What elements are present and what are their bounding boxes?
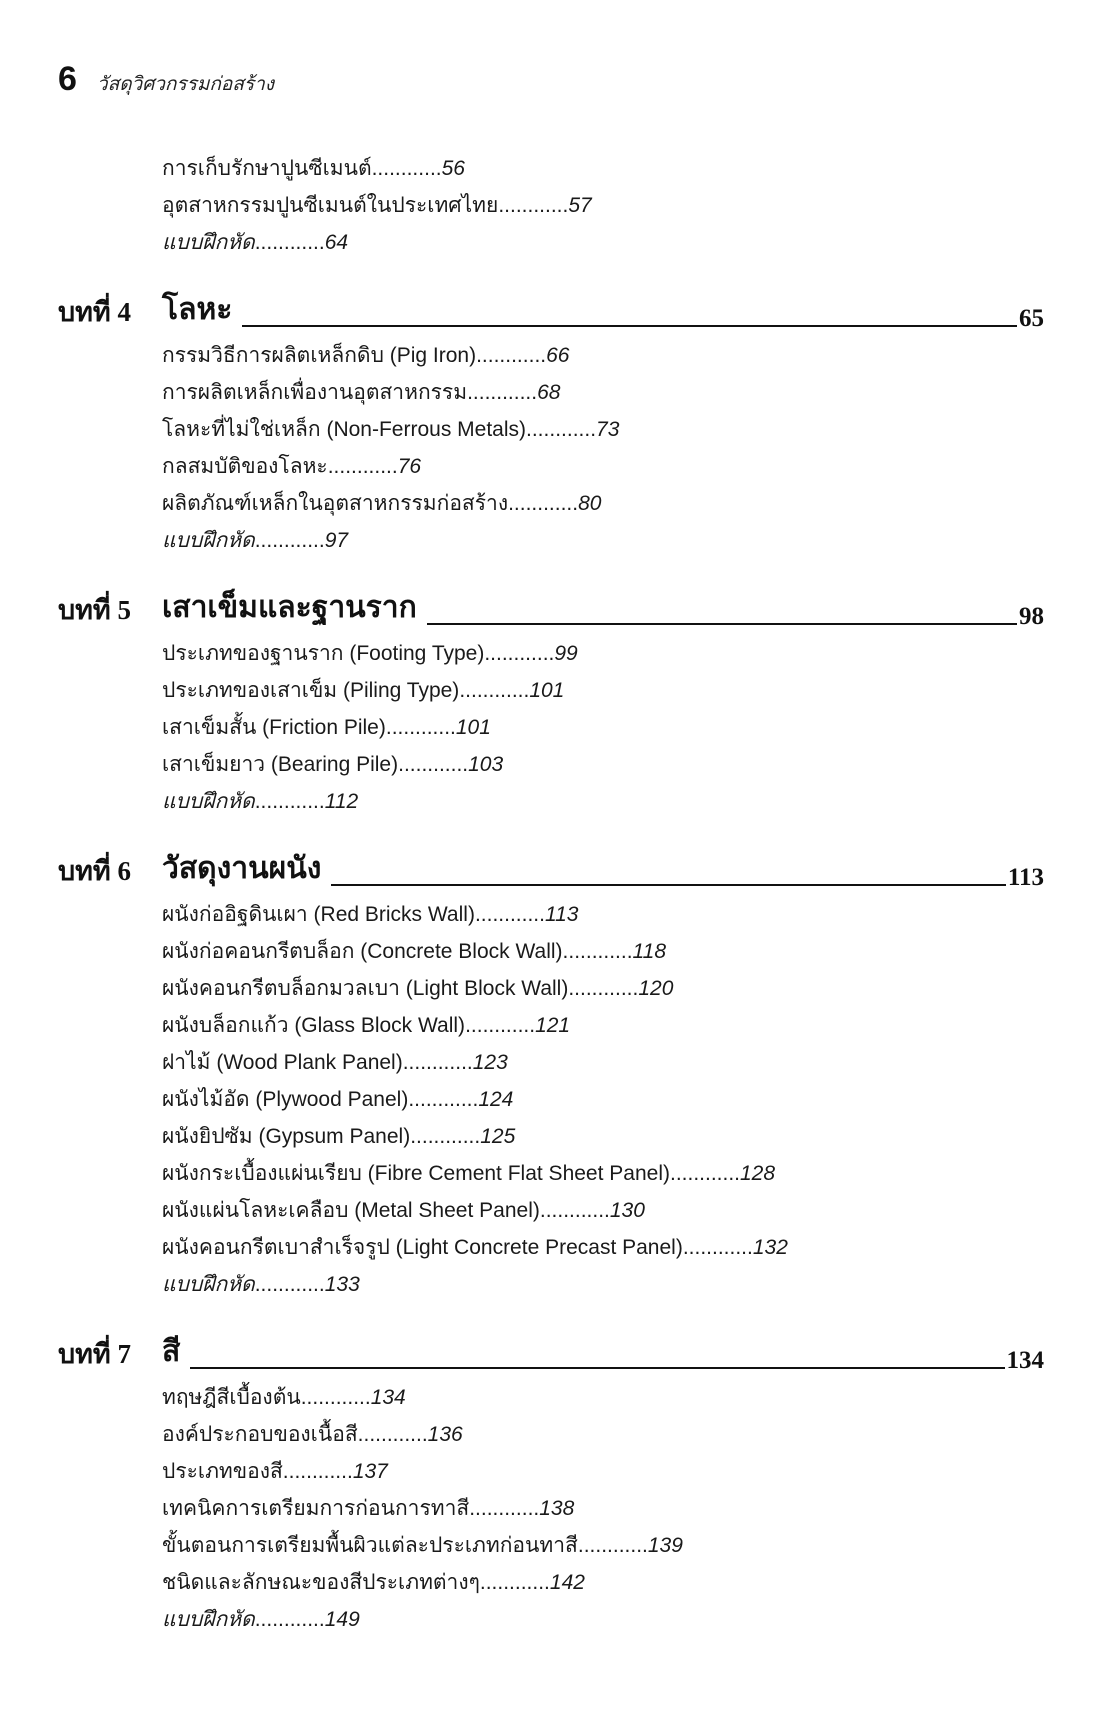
entry-page-number: 149 — [324, 1608, 360, 1631]
toc-entry — [162, 150, 1044, 187]
toc-entry — [162, 635, 1044, 672]
chapter-heading — [58, 587, 1044, 631]
dot-leader: ............ — [300, 1386, 371, 1409]
toc-entry — [162, 746, 1044, 783]
entry-page-number: 137 — [352, 1460, 388, 1483]
entry-page-number: 56 — [441, 157, 465, 180]
chapter-heading — [58, 1331, 1044, 1375]
dot-leader: ............ — [682, 1236, 753, 1259]
chapter-page-number: 113 — [1007, 864, 1044, 891]
entry-page-number: 128 — [740, 1162, 776, 1185]
toc-entry — [162, 448, 1044, 485]
page-number: 6 — [58, 60, 77, 98]
entry-page-number: 97 — [324, 529, 349, 552]
entry-page-number: 124 — [478, 1088, 514, 1111]
toc-entry — [162, 1118, 1044, 1155]
entry-page-number: 101 — [455, 716, 491, 739]
chapter-number: บทที่ 5 — [58, 595, 131, 625]
toc-entry — [162, 896, 1044, 933]
entry-title: เทคนิคการเตรียมการก่อนการทาสี — [162, 1497, 470, 1520]
entry-page-number: 123 — [472, 1051, 508, 1074]
dot-leader: ............ — [474, 903, 545, 926]
toc-entry — [162, 709, 1044, 746]
entry-page-number: 121 — [535, 1014, 571, 1037]
entry-page-number: 125 — [480, 1125, 516, 1148]
toc-entry — [162, 1379, 1044, 1416]
entry-page-number: 103 — [468, 753, 504, 776]
page-header — [58, 60, 274, 99]
entry-page-number: 132 — [752, 1236, 788, 1259]
dot-leader: ............ — [484, 642, 555, 665]
dot-leader: ............ — [371, 157, 442, 180]
entry-title: ฝาไม้ (Wood Plank Panel) — [162, 1051, 403, 1074]
toc-entry — [162, 485, 1044, 522]
dot-leader: ............ — [476, 344, 547, 367]
entry-title: ประเภทของเสาเข็ม (Piling Type) — [162, 679, 460, 702]
entry-title: ผนังแผ่นโลหะเคลือบ (Metal Sheet Panel) — [162, 1199, 540, 1222]
dot-leader: ............ — [465, 1014, 536, 1037]
dot-leader: ............ — [577, 1534, 648, 1557]
entry-page-number: 118 — [632, 940, 667, 963]
chapter-rule — [242, 324, 1017, 327]
entry-title: ขั้นตอนการเตรียมพื้นผิวแต่ละประเภทก่อนทาสี — [162, 1534, 578, 1557]
entry-title: โลหะที่ไม่ใช่เหล็ก (Non-Ferrous Metals) — [162, 418, 527, 441]
toc-entry — [162, 970, 1044, 1007]
entry-title: แบบฝึกหัด — [162, 529, 255, 552]
entry-page-number: 76 — [397, 455, 422, 478]
dot-leader: ............ — [402, 1051, 473, 1074]
entry-page-number: 138 — [539, 1497, 575, 1520]
dot-leader: ............ — [254, 1608, 325, 1631]
table-of-contents — [58, 150, 1044, 1638]
dot-leader: ............ — [254, 231, 325, 254]
toc-entry — [162, 374, 1044, 411]
toc-entry — [162, 1007, 1044, 1044]
chapter-title: เสาเข็มและฐานราก — [162, 591, 417, 624]
chapter-heading — [58, 848, 1044, 892]
exercise-entry — [162, 522, 1044, 559]
dot-leader: ............ — [526, 418, 597, 441]
chapter-number: บทที่ 7 — [58, 1339, 131, 1369]
dot-leader: ............ — [539, 1199, 610, 1222]
entry-title: กลสมบัติของโลหะ — [162, 455, 328, 478]
toc-entry — [162, 1490, 1044, 1527]
toc-entry — [162, 411, 1044, 448]
entry-page-number: 73 — [596, 418, 620, 441]
entry-title: ประเภทของสี — [162, 1460, 283, 1483]
entry-title: แบบฝึกหัด — [162, 790, 255, 813]
chapter-rule — [190, 1366, 1004, 1369]
entry-page-number: 142 — [549, 1571, 585, 1594]
dot-leader: ............ — [254, 790, 325, 813]
dot-leader: ............ — [479, 1571, 550, 1594]
toc-entry — [162, 672, 1044, 709]
dot-leader: ............ — [469, 1497, 540, 1520]
entry-page-number: 99 — [554, 642, 578, 665]
dot-leader: ............ — [398, 753, 469, 776]
chapter-title: วัสดุงานผนัง — [162, 852, 322, 885]
dot-leader: ............ — [408, 1088, 479, 1111]
entry-title: ผนังบล็อกแก้ว (Glass Block Wall) — [162, 1014, 466, 1037]
entry-title: แบบฝึกหัด — [162, 1273, 255, 1296]
dot-leader: ............ — [669, 1162, 740, 1185]
entry-title: อุตสาหกรรมปูนซีเมนต์ในประเทศไทย — [162, 194, 499, 217]
entry-page-number: 101 — [529, 679, 565, 702]
chapter-number: บทที่ 6 — [58, 856, 131, 886]
entry-title: ผนังยิปซัม (Gypsum Panel) — [162, 1125, 411, 1148]
dot-leader: ............ — [254, 1273, 325, 1296]
entry-title: เสาเข็มยาว (Bearing Pile) — [162, 753, 399, 776]
chapter-number: บทที่ 4 — [58, 297, 131, 327]
toc-entry — [162, 1155, 1044, 1192]
toc-entry — [162, 187, 1044, 224]
entry-title: เสาเข็มสั้น (Friction Pile) — [162, 716, 386, 739]
dot-leader: ............ — [562, 940, 633, 963]
entry-title: แบบฝึกหัด — [162, 1608, 255, 1631]
dot-leader: ............ — [568, 977, 639, 1000]
toc-entry — [162, 1527, 1044, 1564]
toc-entry — [162, 1081, 1044, 1118]
entry-title: ประเภทของฐานราก (Footing Type) — [162, 642, 485, 665]
entry-page-number: 57 — [568, 194, 592, 217]
exercise-entry — [162, 1601, 1044, 1638]
entry-title: ผนังคอนกรีตเบาสำเร็จรูป (Light Concrete Precast Panel) — [162, 1236, 683, 1259]
dot-leader: ............ — [282, 1460, 353, 1483]
entry-title: การเก็บรักษาปูนซีเมนต์ — [162, 157, 372, 180]
toc-entry — [162, 1192, 1044, 1229]
entry-title: ผนังก่ออิฐดินเผา (Red Bricks Wall) — [162, 903, 475, 926]
dot-leader: ............ — [254, 529, 325, 552]
exercise-entry — [162, 783, 1044, 820]
dot-leader: ............ — [327, 455, 398, 478]
chapter-page-number: 134 — [1006, 1347, 1044, 1374]
entry-title: ผลิตภัณฑ์เหล็กในอุตสาหกรรมก่อสร้าง — [162, 492, 509, 515]
entry-title: ผนังก่อคอนกรีตบล็อก (Concrete Block Wall) — [162, 940, 563, 963]
chapter-page-number: 65 — [1019, 305, 1044, 332]
entry-page-number: 139 — [647, 1534, 683, 1557]
entry-page-number: 136 — [427, 1423, 463, 1446]
toc-entry — [162, 1416, 1044, 1453]
dot-leader: ............ — [385, 716, 456, 739]
toc-entry — [162, 1229, 1044, 1266]
toc-entry — [162, 1564, 1044, 1601]
entry-title: แบบฝึกหัด — [162, 231, 255, 254]
toc-entry — [162, 1044, 1044, 1081]
chapter-title: โลหะ — [162, 293, 233, 326]
entry-page-number: 64 — [324, 231, 349, 254]
exercise-entry — [162, 224, 1044, 261]
entry-page-number: 66 — [546, 344, 570, 367]
chapter-heading — [58, 289, 1044, 333]
toc-entry — [162, 1453, 1044, 1490]
toc-entry — [162, 933, 1044, 970]
exercise-entry — [162, 1266, 1044, 1303]
entry-title: ทฤษฎีสีเบื้องต้น — [162, 1386, 301, 1409]
toc-entry — [162, 337, 1044, 374]
entry-page-number: 80 — [578, 492, 602, 515]
entry-page-number: 133 — [324, 1273, 360, 1296]
entry-page-number: 113 — [544, 903, 579, 926]
chapter-title: สี — [162, 1335, 181, 1368]
entry-title: ชนิดและลักษณะของสีประเภทต่างๆ — [162, 1571, 480, 1594]
entry-page-number: 120 — [638, 977, 674, 1000]
entry-title: องค์ประกอบของเนื้อสี — [162, 1423, 358, 1446]
chapter-page-number: 98 — [1019, 603, 1044, 630]
entry-page-number: 130 — [609, 1199, 645, 1222]
dot-leader: ............ — [467, 381, 538, 404]
dot-leader: ............ — [357, 1423, 428, 1446]
dot-leader: ............ — [410, 1125, 481, 1148]
chapter-rule — [331, 883, 1006, 886]
entry-page-number: 112 — [324, 790, 359, 813]
entry-title: การผลิตเหล็กเพื่องานอุตสาหกรรม — [162, 381, 468, 404]
entry-page-number: 68 — [537, 381, 561, 404]
dot-leader: ............ — [508, 492, 579, 515]
dot-leader: ............ — [498, 194, 569, 217]
chapter-rule — [427, 622, 1017, 625]
entry-title: ผนังคอนกรีตบล็อกมวลเบา (Light Block Wall) — [162, 977, 569, 1000]
entry-title: ผนังกระเบื้องแผ่นเรียบ (Fibre Cement Flat Sheet Panel) — [162, 1162, 670, 1185]
entry-title: ผนังไม้อัด (Plywood Panel) — [162, 1088, 409, 1111]
dot-leader: ............ — [459, 679, 530, 702]
entry-page-number: 134 — [370, 1386, 406, 1409]
entry-title: กรรมวิธีการผลิตเหล็กดิบ (Pig Iron) — [162, 344, 477, 367]
book-title: วัสดุวิศวกรรมก่อสร้าง — [96, 74, 275, 95]
